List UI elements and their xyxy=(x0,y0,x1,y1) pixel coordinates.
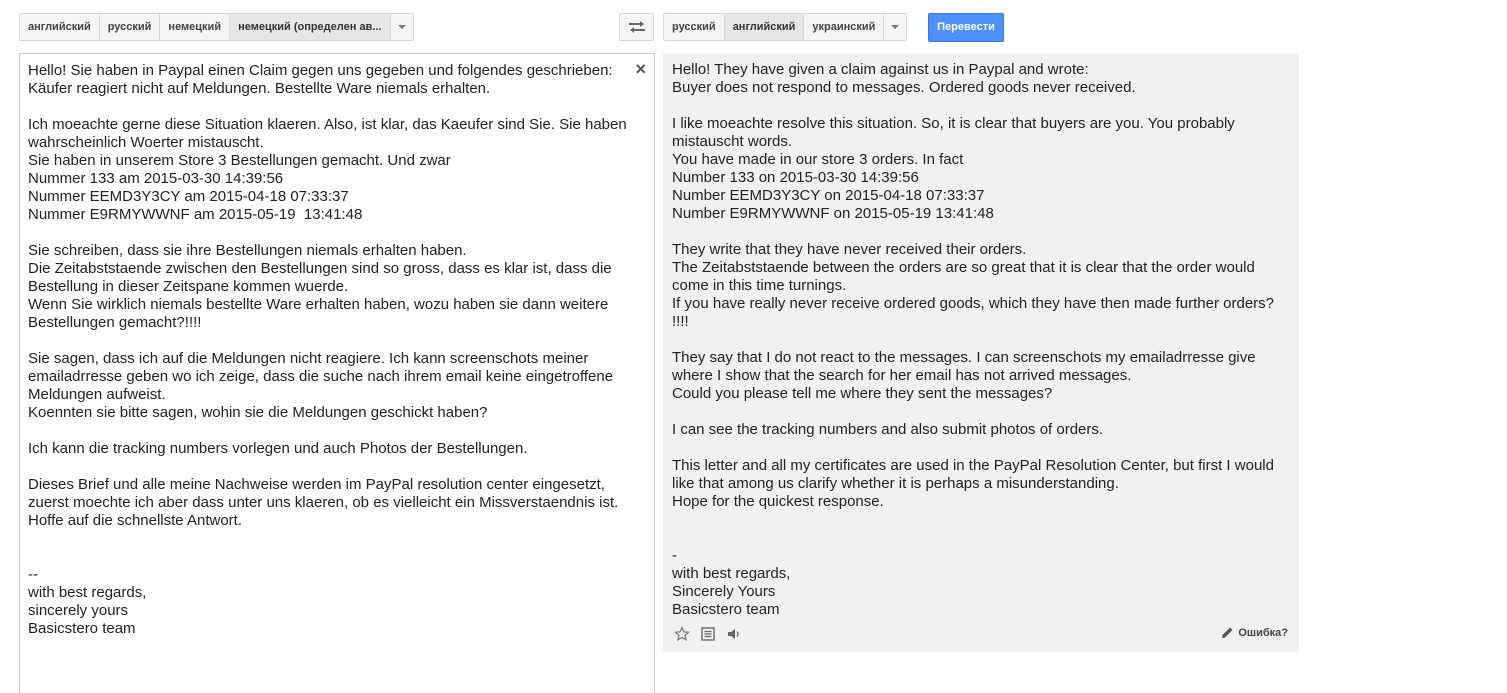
target-lang-ukrainian[interactable]: украинский xyxy=(804,14,884,40)
translate-button[interactable]: Перевести xyxy=(928,13,1004,42)
pencil-icon xyxy=(1221,626,1234,639)
source-language-selector xyxy=(19,13,414,41)
source-lang-german-detected[interactable]: немецкий (определен ав... xyxy=(230,14,390,40)
source-lang-dropdown-icon[interactable] xyxy=(391,14,413,40)
source-text-panel[interactable] xyxy=(19,53,655,693)
speaker-icon[interactable] xyxy=(726,626,742,642)
star-icon[interactable] xyxy=(674,626,690,642)
clear-source-icon[interactable]: × xyxy=(635,59,646,79)
target-lang-dropdown-icon[interactable] xyxy=(884,14,906,40)
translation-result: Hello! They have given a claim against us in Paypal and wrote: Buyer does not respond to messages. Ordered goods never received. I like moeachte resolve this situation. So, it is clear that buyers are you. You probably mistauscht words. You have made in our store 3 orders. In fact Number 133 on 2015-03-30 14:39:56 Number EEMD3Y3CY on 2015-04-18 07:33:37 Number E9RMYWWNF on 2015-05-19 13:41:48 They write that they have never received their orders. The Zeitabststaende between the orders are so great that it is clear that the order would come in this time turnings. If you have really never receive ordered goods, which they have then made further orders? !!!! They say that I do not react to the messages. I can screenschots my emailadrresse give where I show that the search for her email has not arrived messages. Could you please tell me where they sent the messages? I can see the tracking numbers and also submit photos of orders. This letter and all my certificates are used in the PayPal Resolution Center, but first I would like that among us clarify whether it is perhaps a misunderstanding. Hope for the quickest response. - with best regards, Sincerely Yours Basicstero team xyxy=(672,61,1275,618)
list-icon[interactable] xyxy=(700,626,716,642)
source-lang-russian[interactable]: русский xyxy=(100,14,161,40)
report-error-link[interactable] xyxy=(1221,626,1288,639)
target-lang-russian[interactable]: русский xyxy=(664,14,725,40)
target-language-selector xyxy=(663,13,907,41)
target-lang-english[interactable]: английский xyxy=(725,14,805,40)
report-error-label[interactable]: Ошибка? xyxy=(1238,626,1288,639)
source-lang-german[interactable]: немецкий xyxy=(160,14,230,40)
source-textarea[interactable]: Hello! Sie haben in Paypal einen Claim gegen uns gegeben und folgendes geschrieben: Käufer reagiert nicht auf Meldungen. Bestellte Ware niemals erhalten. Ich moeachte gerne diese Situation klaeren. Also, ist klar, das Kaeufer sind Sie. Sie haben wahrscheinlich Woerter mistauscht. Sie haben in unserem Store 3 Bestellungen gemacht. Und zwar Nummer 133 am 2015-03-30 14:39:56 Nummer EEMD3Y3CY am 2015-04-18 07:33:37 Nummer E9RMYWWNF am 2015-05-19 13:41:48 Sie schreiben, dass sie ihre Bestellungen niemals erhalten haben. Die Zeitabststaende zwischen den Bestellungen sind so gross, dass es klar ist, dass die Bestellung in dieser Zeitspane kommen wuerde. Wenn Sie wirklich niemals bestellte Ware erhalten haben, wozu haben sie dann weitere Bestellungen gemacht?!!!! Sie sagen, dass ich auf die Meldungen nicht reagiere. Ich kann screenschots meiner emailadrresse geben wo ich zeige, dass die suche nach ihrem email keine eingetroffene Meldungen aufweist. Koennten sie bitte sagen, wohin sie die Meldungen geschickt haben? Ich kann die tracking numbers vorlegen und auch Photos der Bestellungen. Dieses Brief und alle meine Nachweise werden im PayPal resolution center eingesetzt, zuerst moechte ich aber dass unter uns klaeren, ob es vielleicht ein Missverstaendnis ist. Hoffe auf die schnellste Antwort. -- with best regards, sincerely yours Basicstero team xyxy=(28,62,627,637)
swap-languages-button[interactable] xyxy=(619,13,654,41)
source-lang-english[interactable]: английский xyxy=(20,14,100,40)
translation-toolbar xyxy=(674,626,742,642)
translation-panel xyxy=(663,53,1299,652)
swap-languages-icon xyxy=(628,20,646,34)
